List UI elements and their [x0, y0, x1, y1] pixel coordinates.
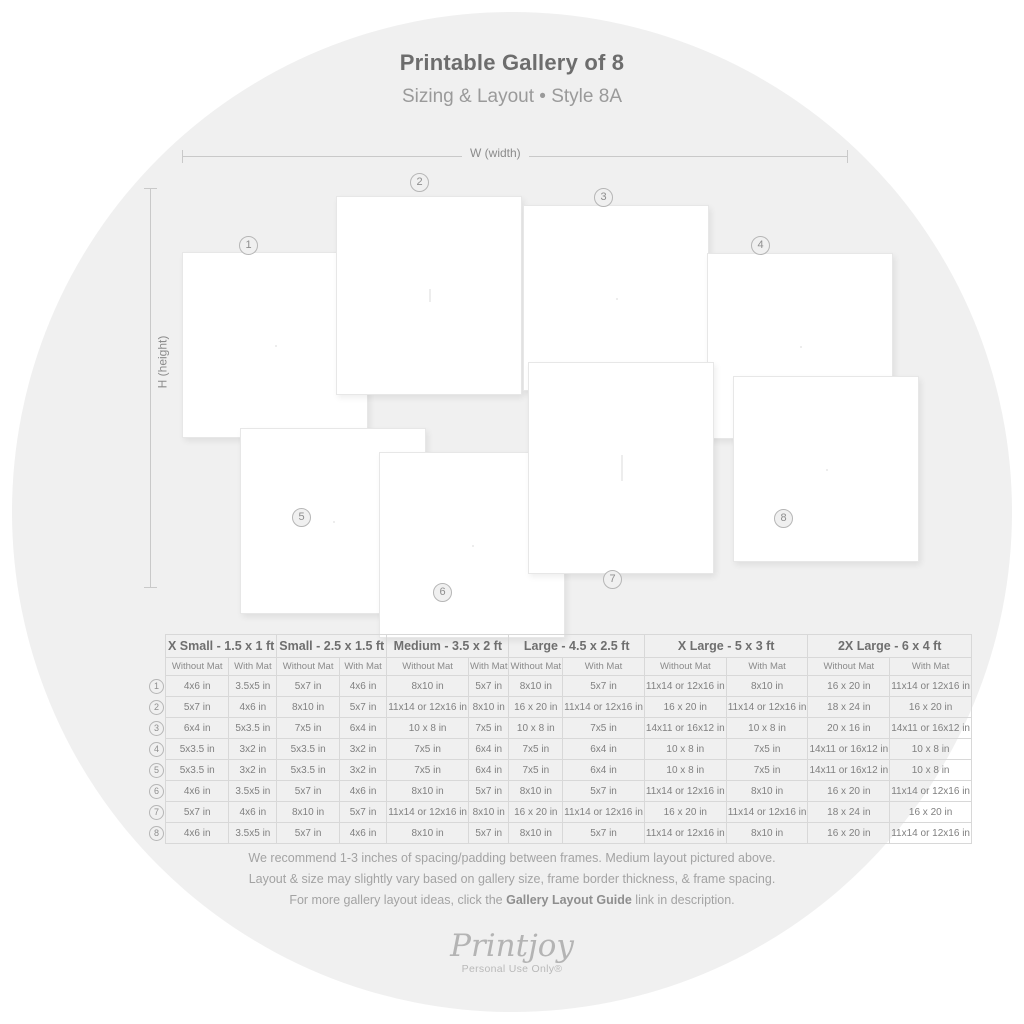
table-cell: 16 x 20 in [509, 802, 563, 823]
frame-badge-6: 6 [433, 583, 452, 602]
table-cell: 8x10 in [726, 781, 808, 802]
table-row-number [148, 781, 166, 802]
table-cell: 4x6 in [229, 802, 277, 823]
frame-badge-3: 3 [594, 188, 613, 207]
table-cell: 5x7 in [277, 676, 340, 697]
table-cell: 7x5 in [726, 760, 808, 781]
sizing-table [148, 634, 972, 844]
row-badge: 2 [149, 700, 164, 715]
table-cell: 8x10 in [726, 823, 808, 844]
table-cell: 5x3.5 in [277, 760, 340, 781]
sub-header-with-mat: With Mat [468, 658, 508, 676]
table-cell: 10 x 8 in [387, 718, 469, 739]
row-badge: 3 [149, 721, 164, 736]
table-cell: 11x14 or 12x16 in [644, 823, 726, 844]
table-cell: 10 x 8 in [890, 739, 972, 760]
table-cell: 16 x 20 in [509, 697, 563, 718]
table-cell: 5x3.5 in [166, 739, 229, 760]
table-cell: 7x5 in [726, 739, 808, 760]
table-cell: 11x14 or 12x16 in [726, 697, 808, 718]
table-cell: 6x4 in [166, 718, 229, 739]
table-group-header-row [148, 635, 971, 658]
table-cell: 5x7 in [563, 676, 645, 697]
sizing-table-body [148, 676, 971, 844]
frame-6-mat [472, 545, 474, 547]
table-corner-cell [148, 635, 166, 658]
frame-8-mat [826, 469, 828, 471]
table-cell: 16 x 20 in [808, 676, 890, 697]
table-cell: 8x10 in [468, 697, 508, 718]
table-cell: 5x7 in [563, 823, 645, 844]
brand-logo: Printjoy [450, 928, 574, 964]
table-row [148, 781, 971, 802]
footnote-line-3 [0, 890, 1024, 911]
table-row [148, 739, 971, 760]
table-cell: 6x4 in [563, 760, 645, 781]
table-cell: 4x6 in [339, 823, 386, 844]
sub-header-without-mat: Without Mat [166, 658, 229, 676]
row-badge: 1 [149, 679, 164, 694]
sub-header-with-mat: With Mat [726, 658, 808, 676]
table-cell: 3x2 in [339, 760, 386, 781]
sub-header-without-mat: Without Mat [277, 658, 340, 676]
table-cell: 10 x 8 in [890, 760, 972, 781]
footnote-line-2: Layout & size may slightly vary based on gallery size, frame border thickness, & frame spacing. [248, 872, 776, 886]
table-row-number [148, 760, 166, 781]
frame-badge-1: 1 [239, 236, 258, 255]
table-cell: 10 x 8 in [509, 718, 563, 739]
table-cell: 8x10 in [387, 823, 469, 844]
frame-7 [528, 362, 714, 574]
table-cell: 5x7 in [563, 781, 645, 802]
table-cell: 10 x 8 in [644, 739, 726, 760]
frame-4-mat [800, 346, 802, 348]
table-cell: 7x5 in [468, 718, 508, 739]
width-guide-label: W (width) [462, 146, 529, 160]
group-header: X Large - 5 x 3 ft [644, 635, 808, 658]
table-cell: 3x2 in [229, 739, 277, 760]
table-cell: 16 x 20 in [644, 802, 726, 823]
table-cell: 11x14 or 12x16 in [726, 802, 808, 823]
frame-badge-7: 7 [603, 570, 622, 589]
table-cell: 16 x 20 in [890, 697, 972, 718]
table-row-number [148, 823, 166, 844]
table-row [148, 697, 971, 718]
sub-header-without-mat: Without Mat [387, 658, 469, 676]
footnotes [0, 848, 1024, 911]
table-cell: 5x7 in [339, 697, 386, 718]
frame-1-mat [275, 345, 277, 347]
table-cell: 5x7 in [468, 781, 508, 802]
table-cell: 3.5x5 in [229, 676, 277, 697]
table-cell: 11x14 or 12x16 in [387, 802, 469, 823]
frame-2-mat [429, 289, 431, 302]
table-cell: 7x5 in [563, 718, 645, 739]
sizing-table-wrap [148, 634, 970, 844]
gallery-layout-guide-link[interactable]: Gallery Layout Guide [506, 893, 632, 907]
table-row [148, 760, 971, 781]
table-cell: 14x11 or 16x12 in [808, 739, 890, 760]
row-badge: 4 [149, 742, 164, 757]
footnote-line-3-after: link in description. [631, 893, 735, 907]
table-cell: 7x5 in [277, 718, 340, 739]
table-sub-header-row [148, 658, 971, 676]
table-cell: 14x11 or 16x12 in [644, 718, 726, 739]
frame-badge-8: 8 [774, 509, 793, 528]
table-cell: 14x11 or 16x12 in [890, 718, 972, 739]
table-row-number [148, 802, 166, 823]
table-row-number [148, 697, 166, 718]
table-corner-cell-2 [148, 658, 166, 676]
sub-header-with-mat: With Mat [339, 658, 386, 676]
table-cell: 8x10 in [277, 802, 340, 823]
table-cell: 11x14 or 12x16 in [387, 697, 469, 718]
sub-header-with-mat: With Mat [229, 658, 277, 676]
table-cell: 8x10 in [387, 781, 469, 802]
table-cell: 3.5x5 in [229, 781, 277, 802]
table-cell: 7x5 in [509, 760, 563, 781]
table-cell: 4x6 in [166, 781, 229, 802]
table-cell: 8x10 in [509, 823, 563, 844]
table-cell: 4x6 in [339, 676, 386, 697]
table-cell: 5x7 in [339, 802, 386, 823]
table-cell: 11x14 or 12x16 in [890, 823, 972, 844]
table-cell: 7x5 in [387, 760, 469, 781]
frame-5-mat [333, 521, 335, 523]
table-cell: 16 x 20 in [890, 802, 972, 823]
sub-header-without-mat: Without Mat [808, 658, 890, 676]
table-cell: 5x3.5 in [166, 760, 229, 781]
table-cell: 10 x 8 in [726, 718, 808, 739]
table-cell: 11x14 or 12x16 in [890, 676, 972, 697]
table-cell: 18 x 24 in [808, 802, 890, 823]
footnote-line-1: We recommend 1-3 inches of spacing/padding between frames. Medium layout pictured above. [248, 851, 776, 865]
frame-7-mat [621, 455, 623, 481]
table-cell: 8x10 in [509, 781, 563, 802]
height-guide-line [150, 188, 151, 588]
table-row [148, 718, 971, 739]
group-header: Small - 2.5 x 1.5 ft [277, 635, 387, 658]
table-cell: 6x4 in [468, 739, 508, 760]
brand-tagline: Personal Use Only® [461, 963, 563, 975]
sub-header-without-mat: Without Mat [509, 658, 563, 676]
frame-8 [733, 376, 919, 562]
table-cell: 5x3.5 in [229, 718, 277, 739]
table-cell: 3x2 in [339, 739, 386, 760]
table-cell: 8x10 in [468, 802, 508, 823]
table-cell: 8x10 in [277, 697, 340, 718]
table-cell: 3x2 in [229, 760, 277, 781]
table-cell: 4x6 in [339, 781, 386, 802]
table-cell: 8x10 in [726, 676, 808, 697]
row-badge: 7 [149, 805, 164, 820]
row-badge: 5 [149, 763, 164, 778]
table-cell: 6x4 in [339, 718, 386, 739]
page-subtitle: Sizing & Layout • Style 8A [402, 86, 622, 107]
table-row [148, 823, 971, 844]
table-cell: 5x7 in [468, 823, 508, 844]
table-cell: 5x7 in [166, 697, 229, 718]
table-cell: 8x10 in [387, 676, 469, 697]
group-header: 2X Large - 6 x 4 ft [808, 635, 972, 658]
table-cell: 11x14 or 12x16 in [644, 781, 726, 802]
table-cell: 16 x 20 in [644, 697, 726, 718]
footnote-line-3-before: For more gallery layout ideas, click the [289, 893, 507, 907]
table-cell: 8x10 in [509, 676, 563, 697]
group-header: Large - 4.5 x 2.5 ft [509, 635, 644, 658]
row-badge: 6 [149, 784, 164, 799]
table-cell: 4x6 in [166, 676, 229, 697]
table-row-number [148, 676, 166, 697]
frame-2 [336, 196, 522, 395]
table-cell: 5x7 in [277, 823, 340, 844]
table-row-number [148, 718, 166, 739]
table-cell: 11x14 or 12x16 in [563, 697, 645, 718]
table-cell: 10 x 8 in [644, 760, 726, 781]
sub-header-with-mat: With Mat [890, 658, 972, 676]
table-cell: 4x6 in [229, 697, 277, 718]
table-row [148, 802, 971, 823]
group-header: Medium - 3.5 x 2 ft [387, 635, 509, 658]
frame-badge-4: 4 [751, 236, 770, 255]
table-cell: 6x4 in [468, 760, 508, 781]
table-cell: 3.5x5 in [229, 823, 277, 844]
frame-badge-2: 2 [410, 173, 429, 192]
table-cell: 5x7 in [277, 781, 340, 802]
table-cell: 11x14 or 12x16 in [644, 676, 726, 697]
table-cell: 5x7 in [166, 802, 229, 823]
frame-3-mat [616, 298, 618, 300]
table-cell: 4x6 in [166, 823, 229, 844]
table-cell: 6x4 in [563, 739, 645, 760]
page-title: Printable Gallery of 8 [399, 50, 625, 75]
table-cell: 5x7 in [468, 676, 508, 697]
table-cell: 20 x 16 in [808, 718, 890, 739]
sub-header-with-mat: With Mat [563, 658, 645, 676]
table-cell: 18 x 24 in [808, 697, 890, 718]
table-cell: 16 x 20 in [808, 781, 890, 802]
table-cell: 7x5 in [509, 739, 563, 760]
table-cell: 11x14 or 12x16 in [563, 802, 645, 823]
table-cell: 14x11 or 16x12 in [808, 760, 890, 781]
height-guide-label: H (height) [155, 335, 170, 389]
table-cell: 16 x 20 in [808, 823, 890, 844]
table-cell: 7x5 in [387, 739, 469, 760]
row-badge: 8 [149, 826, 164, 841]
table-row [148, 676, 971, 697]
table-row-number [148, 739, 166, 760]
table-cell: 11x14 or 12x16 in [890, 781, 972, 802]
sub-header-without-mat: Without Mat [644, 658, 726, 676]
frame-badge-5: 5 [292, 508, 311, 527]
table-cell: 5x3.5 in [277, 739, 340, 760]
group-header: X Small - 1.5 x 1 ft [166, 635, 277, 658]
